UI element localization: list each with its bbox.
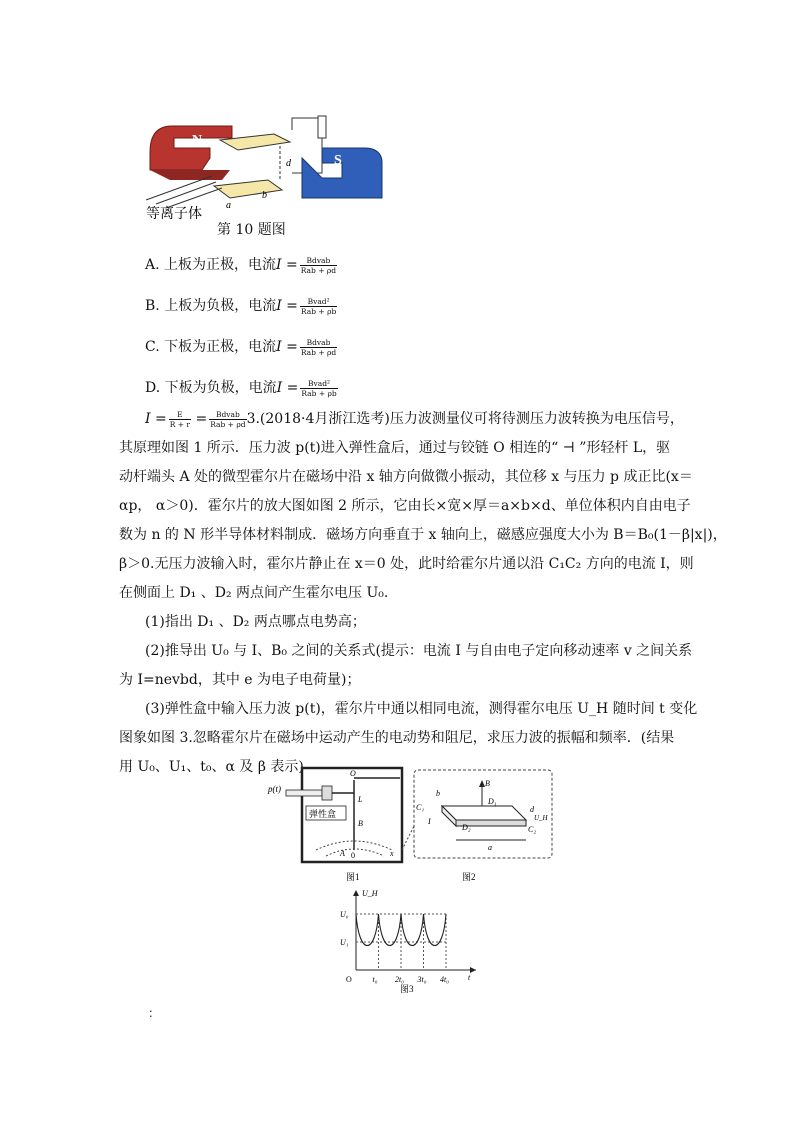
label-a: a — [226, 200, 231, 211]
y-tick-label: U₀ — [340, 910, 349, 919]
label-b: b — [262, 190, 267, 201]
label-L: L — [358, 795, 363, 804]
f2-label-UH: U_H — [534, 814, 548, 822]
x-tick-label: 2t₀ — [395, 975, 405, 984]
label-S: S — [334, 153, 342, 168]
resistor-icon — [318, 116, 326, 138]
plasma-label: 等离子体 — [146, 207, 202, 220]
problem-lead-line: I = $\frac{E}{R + r}$ = $\frac{\text{Bdvab}}{\text{Rab + ρd}}$ 3.(2018·4月浙江选考)压力波测量仪可将待测压力波转换为电压信号， — [145, 409, 684, 429]
x-tick-label: 4t₀ — [440, 975, 450, 984]
option-a[interactable]: A. 上板为正极，电流I = $\frac{\text{Bdvab}}{\text{Rab + ρd}}$ — [145, 255, 337, 275]
label-pt: p(t) — [268, 784, 281, 794]
option-c[interactable]: C. 下板为正极，电流I = $\frac{\text{Bdvab}}{\text{Rab + ρd}}$ — [145, 337, 337, 357]
figure-pressure-apparatus — [266, 766, 558, 886]
footer-mark: ： — [148, 1006, 161, 1020]
f2-label-B: B — [485, 779, 490, 788]
option-b[interactable]: B. 上板为负极，电流I = $\frac{\text{Bvad²}}{\text{Rab + ρb}}$ — [145, 296, 337, 316]
y-tick-label: U₁ — [340, 938, 349, 947]
f2-label-a: a — [488, 843, 492, 852]
label-d: d — [286, 158, 291, 169]
figure1-caption: 第 10 题图 — [217, 222, 286, 238]
label-O: O — [350, 769, 356, 778]
fig3-caption: 图3 — [400, 984, 414, 994]
chart-uh-vs-t — [336, 886, 486, 998]
y-axis-label: U_H — [362, 889, 378, 898]
f2-label-d: d — [530, 805, 534, 814]
f2-label-D1: D₁ — [488, 797, 497, 806]
label-A: A — [340, 849, 345, 858]
label-x: x — [390, 849, 394, 858]
figure-plasma-generator — [142, 108, 390, 220]
f2-label-I: I — [428, 817, 431, 826]
fig1-caption: 图1 — [346, 872, 360, 882]
f2-label-D2: D₂ — [462, 823, 471, 832]
option-d[interactable]: D. 下板为负极，电流I = $\frac{\text{Bvad²}}{\text{Rab + ρb}}$ — [145, 378, 337, 398]
series-line — [356, 914, 446, 946]
label-N: N — [192, 133, 203, 148]
label-zero: 0 — [351, 851, 355, 860]
problem-body: 其原理如图 1 所示．压力波 p(t)进入弹性盒后，通过与铰链 O 相连的“ ⊣ ”形轻杆 L，驱 动杆端头 A 处的微型霍尔片在磁场中沿 x 轴方向做微小振动，其位移 x 与压力 p 成正比(x＝ αp， α＞0)．霍尔片的放大图如图 2 所示，它由长×宽×厚＝a×b×d、单位体积内自由电子 数为 n 的 N 形半导体材料制成．磁场方向垂直于 x 轴向上，磁感应强度大小为 B＝B₀(1－β|x|)， β＞0.无压力波输入时，霍尔片静止在 x＝0 处，此时给霍尔片通以沿 C₁C₂ 方向的电流 I，则 在侧面上 D₁ 、D₂ 两点间产生霍尔电压 U₀. (1)指出 D₁ 、D₂ 两点哪点电势高； (2)推导出 U₀ 与 I、B₀ 之间的关系式(提示：电流 I 与自由电子定向移动速率 v 之间关系 为 I=nevbd，其中 e 为电子电荷量)； (3)弹性盒中输入压力波 p(t)，霍尔片中通以相同电流，测得霍尔电压 U_H 随时间 t 变化 图象如图 3.忽略霍尔片在磁场中运动产生的电动势和阻尼，求压力波的振幅和频率．(结果 用 U₀、U₁、t₀、α 及 β 表示) — [119, 440, 727, 775]
x-tick-label: O — [346, 975, 352, 984]
f2-label-b: b — [436, 789, 440, 798]
fig2-caption: 图2 — [462, 872, 476, 882]
x-axis-label: t — [468, 973, 471, 982]
f2-label-C1: C₁ — [416, 803, 425, 812]
label-box: 弹性盒 — [309, 809, 337, 819]
x-tick-label: 3t₀ — [417, 975, 427, 984]
label-B: B — [358, 819, 363, 828]
x-tick-label: t₀ — [372, 975, 378, 984]
f2-label-C2: C₂ — [528, 825, 537, 834]
